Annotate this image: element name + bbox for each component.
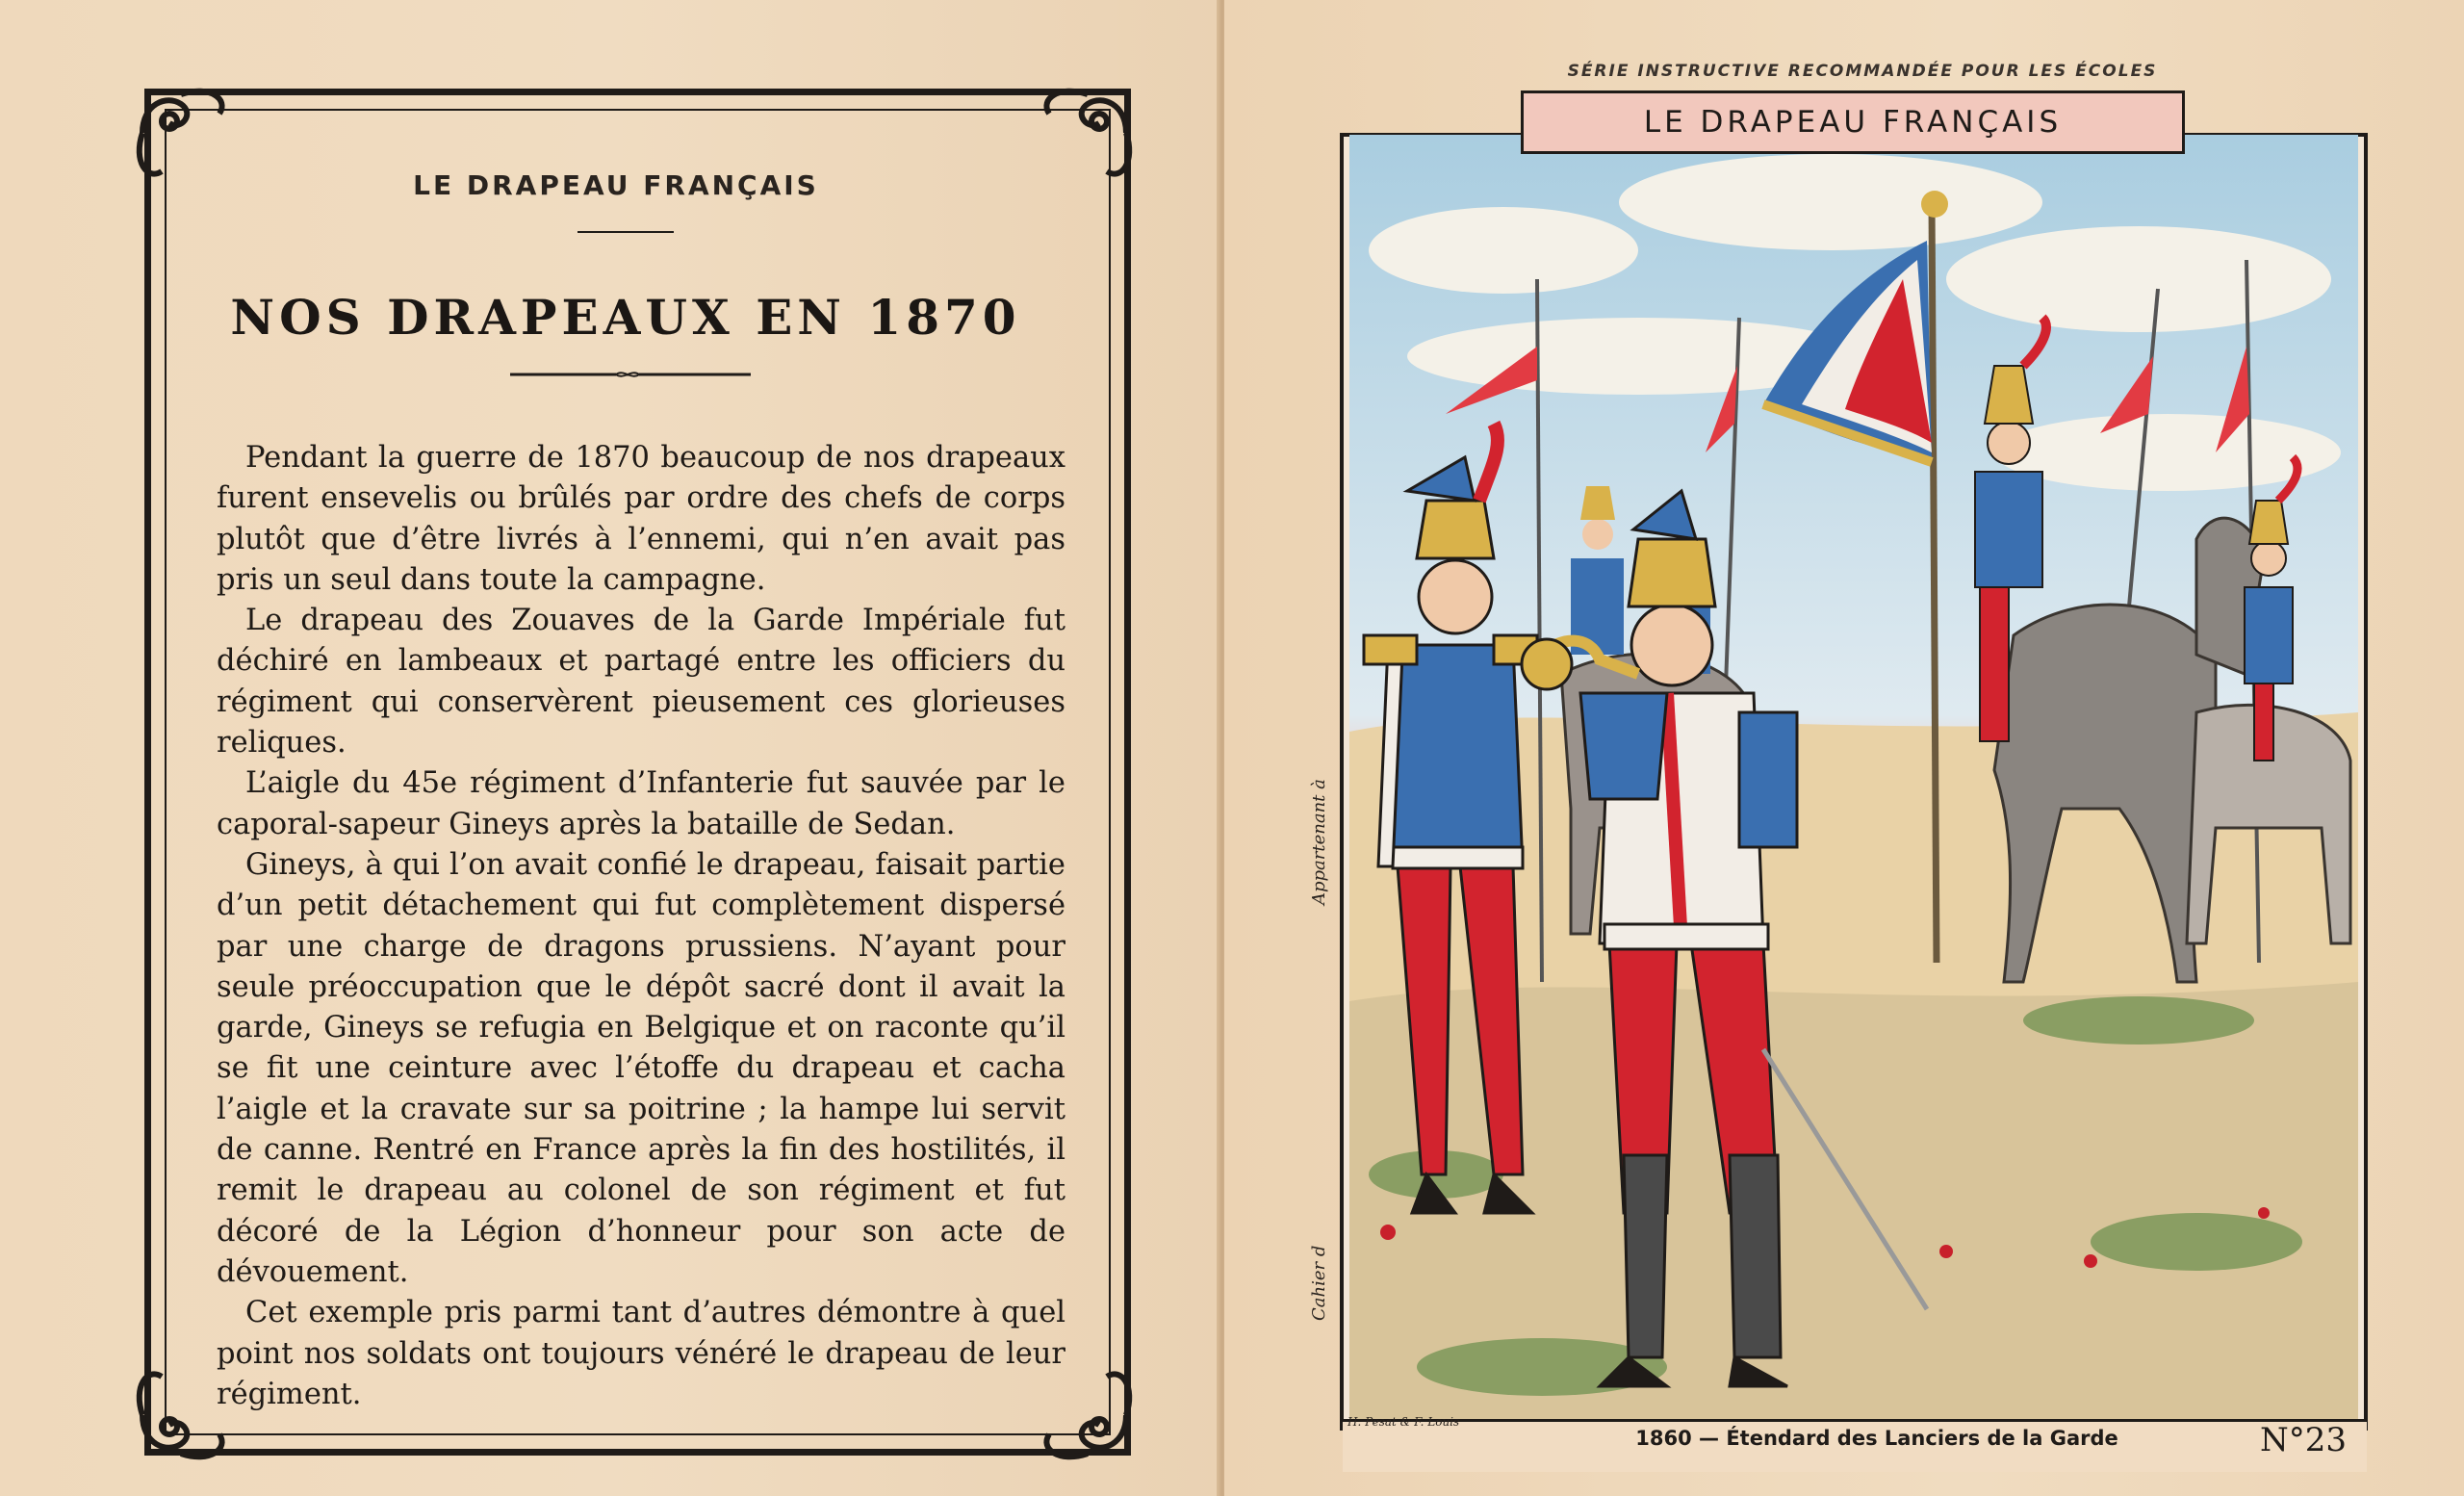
- article-body: [217, 438, 1065, 1415]
- artist-signature: H. Pesat & F. Louis: [1348, 1415, 1460, 1429]
- plate-caption: 1860 — Étendard des Lanciers de la Garde: [1635, 1427, 2118, 1450]
- owner-field-label: Appartenant à: [1309, 779, 1329, 905]
- page-title: NOS DRAPEAUX EN 1870: [230, 289, 1021, 346]
- header-divider-rule: [578, 229, 674, 235]
- plate-number: N°23: [2259, 1421, 2347, 1459]
- lancers-illustration: [1349, 135, 2358, 1425]
- corner-scroll-ornament-top-right: [1030, 75, 1145, 191]
- paragraph: L’aigle du 45e régiment d’Infanterie fut sauvée par le caporal-sapeur Gineys après la bataille de Sedan.: [217, 766, 1065, 841]
- paragraph: Gineys, à qui l’on avait confié le drapeau, faisait partie d’un petit détachement qui fut complètement dispersé par une charge de dragons prussiens. N’ayant pour seule préoccupation que le dépôt sacré dont il avait la garde, Gineys se refugia en Belgique et on raconte qu’il se fit une ceinture avec l’étoffe du drapeau et cacha l’aigle et la cravate sur sa poitrine ; la hampe lui servit de canne. Rentré en France après la fin des hostilités, il remit le drapeau au colonel de son régiment et fut décoré de la Légion d’honneur pour son acte de dévouement.: [217, 847, 1065, 1289]
- paragraph: Pendant la guerre de 1870 beaucoup de nos drapeaux furent ensevelis ou brûlés par ordre des chefs de corps plutôt que d’être livrés à l’ennemi, qui n’en avait pas pris un seul dans toute la campagne.: [217, 441, 1065, 597]
- notebook-field-label: Cahier d: [1309, 1245, 1329, 1321]
- corner-scroll-ornament-top-left: [123, 75, 239, 191]
- paragraph: Le drapeau des Zouaves de la Garde Impériale fut déchiré en lambeaux et partagé entre les officiers du régiment qui conservèrent pieusement ces glorieuses reliques.: [217, 604, 1065, 761]
- paragraph: Cet exemple pris parmi tant d’autres démontre à quel point nos soldats ont toujours vénéré le drapeau de leur régiment.: [217, 1296, 1065, 1411]
- left-page-header: LE DRAPEAU FRANÇAIS: [413, 169, 819, 201]
- series-label: SÉRIE INSTRUCTIVE RECOMMANDÉE POUR LES ÉCOLES: [1567, 62, 2158, 81]
- plate-title-banner: LE DRAPEAU FRANÇAIS: [1521, 90, 2185, 154]
- title-divider-rule: [510, 368, 751, 381]
